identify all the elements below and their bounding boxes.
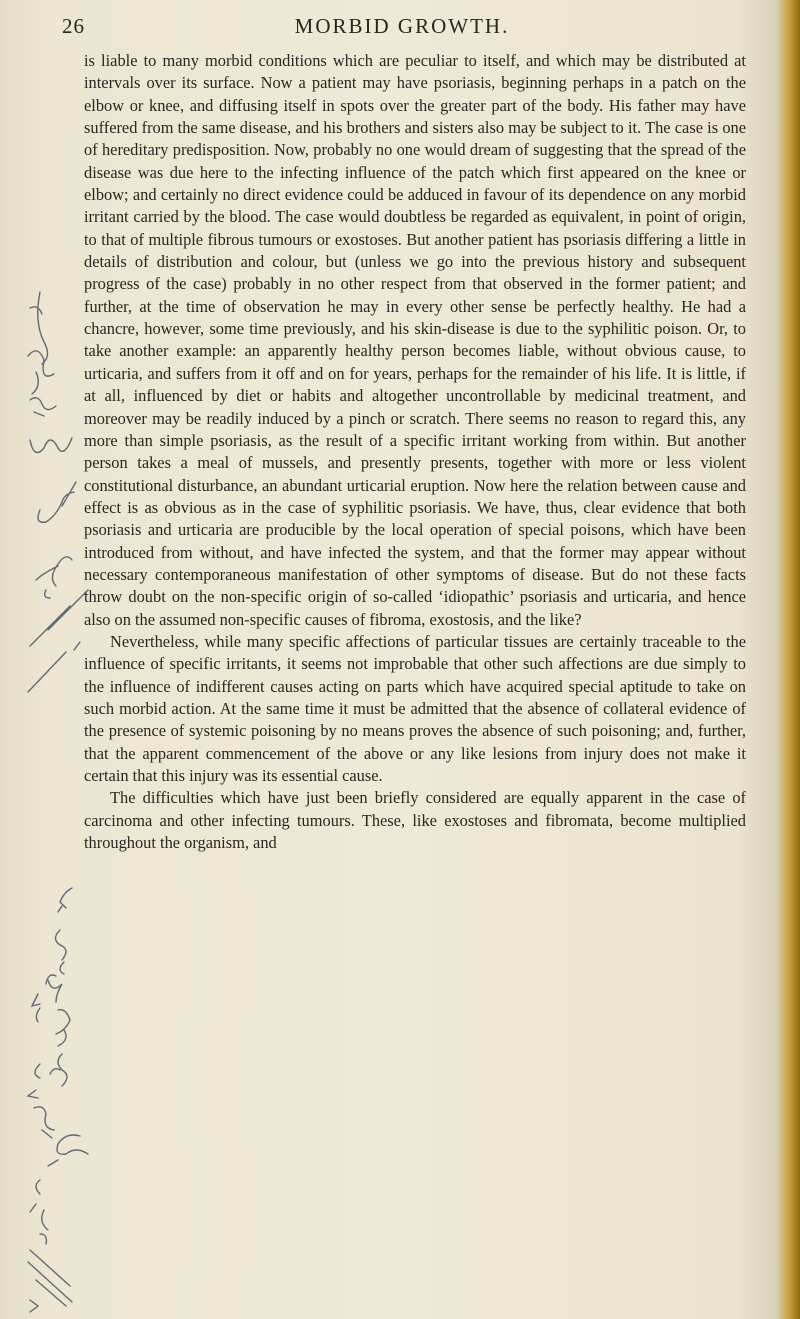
- marginal-scribble: [30, 438, 72, 453]
- marginal-scribble: [30, 398, 56, 416]
- marginal-scribble: [36, 557, 72, 598]
- marginal-scribble: [32, 994, 40, 1022]
- paragraph: Nevertheless, while many specific affections of particular tissues are certainly traceable to the influence of specific irritants, it seems not improbable that other such affections are due simply to the influence of indifferent causes acting on parts which have acquired special aptitude to take on such morbid action. At the same time it must be admitted that the absence of collateral evidence of the presence of systemic poisoning by no means proves the absence of such poisoning; and, further, that the apparent commencement of the above or any like lesions from injury does not make it certain that this injury was its essential cause.: [84, 631, 746, 785]
- marginal-scribble: [56, 1010, 70, 1046]
- paragraph: The difficulties which have just been briefly considered are equally apparent in the case of carcinoma and other infecting tumours. These, like exostoses and fibromata, become multiplied throughout the organism, and: [84, 788, 746, 853]
- marginal-scribble: [40, 1210, 48, 1244]
- marginal-scribble: [30, 1180, 40, 1212]
- page-number: 26: [62, 14, 85, 38]
- marginal-scribble: [28, 642, 80, 692]
- marginal-scribble: [28, 1250, 72, 1306]
- marginal-scribble: [30, 292, 48, 364]
- marginal-scribble: [46, 975, 62, 1002]
- marginal-scribble: [28, 1064, 40, 1098]
- marginal-scribble: [58, 888, 72, 912]
- marginal-scribble: [30, 1300, 38, 1312]
- marginal-scribble: [50, 1054, 67, 1086]
- gilt-page-edge: [788, 0, 800, 1319]
- marginal-scribble: [38, 482, 76, 522]
- marginal-scribble: [28, 351, 54, 394]
- page-header: [62, 14, 742, 46]
- marginal-scribble: [55, 930, 66, 974]
- running-head: MORBID GROWTH.: [294, 14, 510, 38]
- marginal-scribble: [34, 1107, 54, 1138]
- paragraph: is liable to many morbid conditions which are peculiar to itself, and which may be distributed at intervals over its surface. Now a patient may have psoriasis, beginning perhaps in a patch on the elbow or knee, and diffusing itself in spots over the greater part of the body. His father may have suffered from the same disease, and his brothers and sisters also may be subject to it. The case is one of hereditary predisposition. Now, probably no one would dream of suggesting that the spread of the disease was due here to the infecting influence of the patch which first appeared on the knee or elbow; and certainly no direct evidence could be adduced in favour of its dependence on any morbid irritant carried by the blood. The case would doubtless be regarded as equivalent, in point of origin, to that of multiple fibrous tumours or exostoses. But another patient has psoriasis differing a little in details of distribution and colour, but (unless we go into the previous history and subsequent progress of the case) probably in no other respect from that observed in the former patient; and further, at the time of observation he may in every other sense be perfectly healthy. He had a chancre, however, some time previously, and his skin-disease is due to the syphilitic poison. Or, to take another example: an apparently healthy person becomes liable, without obvious cause, to urticaria, and suffers from it off and on for years, perhaps for the remainder of his life. It is little, if at all, influenced by diet or habits and altogether uncontrollable by medicinal treatment, and moreover may be readily induced by a pinch or scratch. There seems no reason to regard this, any more than simple psoriasis, as the result of a specific irritant working from within. But another person takes a meal of mussels, and presently presents, together with more or less violent constitutional disturbance, an abundant urticarial eruption. Now here the relation between cause and effect is as obvious as in the case of syphilitic psoriasis. We have, thus, clear evidence that both psoriasis and urticaria are producible by the local operation of special poisons, which have been introduced from without, and have infected the system, and that the former may appear without necessary contemporaneous manifestation of other symptoms of disease. But do not these facts throw doubt on the non-specific origin of so-called ‘idiopathic’ psoriasis and urticaria, and hence also on the assumed non-specific causes of fibroma, exostosis, and the like?: [84, 51, 746, 629]
- marginal-scribble: [30, 590, 88, 646]
- body-text: [84, 50, 746, 854]
- marginal-scribble: [48, 1135, 88, 1166]
